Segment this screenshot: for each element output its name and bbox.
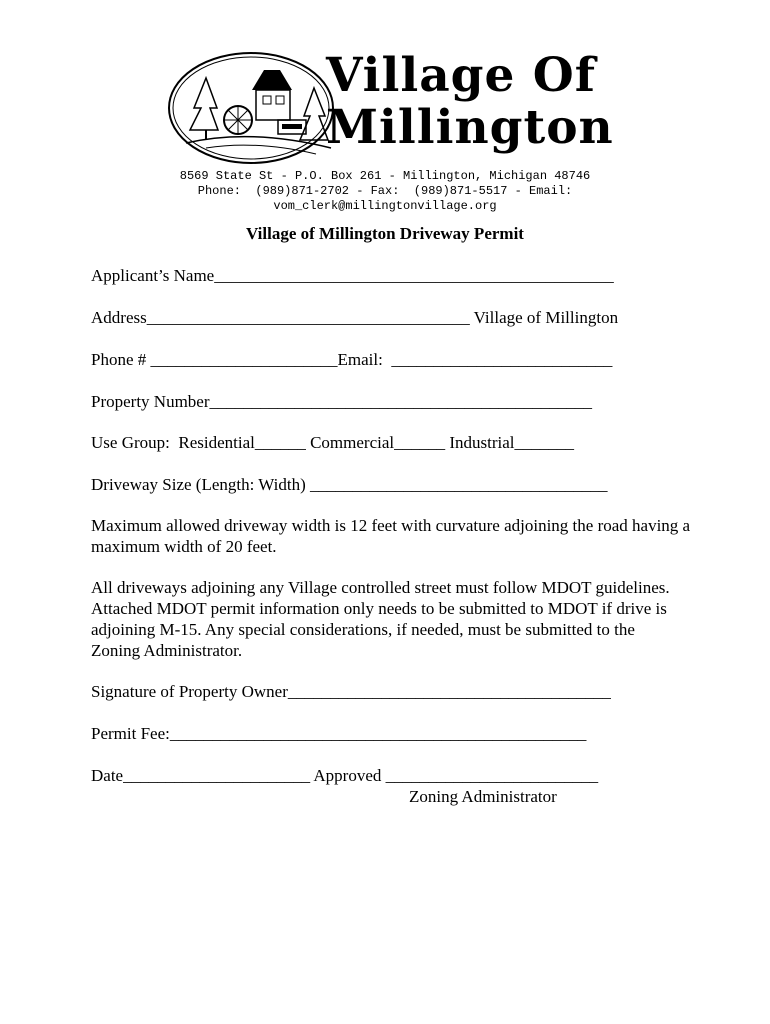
- address-line-3: vom_clerk@millingtonvillage.org: [273, 199, 497, 213]
- village-logo: [166, 48, 614, 168]
- logo-line-1: Village Of: [326, 48, 596, 103]
- logo-title: [326, 48, 614, 155]
- phone-email-field: Phone # ______________________Email: __________________________: [91, 350, 613, 369]
- zoning-administrator-label: Zoning Administrator: [409, 787, 557, 806]
- page-title: Village of Millington Driveway Permit: [246, 224, 524, 243]
- signature-field: Signature of Property Owner______________________________________: [91, 682, 611, 701]
- max-width-paragraph: Maximum allowed driveway width is 12 feet with curvature adjoining the road having a maximum width of 20 feet.: [91, 516, 691, 556]
- address-field: Address______________________________________ Village of Millington: [91, 308, 619, 327]
- applicant-name-field: Applicant’s Name_______________________________________________: [91, 266, 614, 285]
- address-line-1: 8569 State St - P.O. Box 261 - Millington, Michigan 48746: [179, 169, 591, 183]
- permit-fee-field: Permit Fee:_________________________________________________: [91, 724, 587, 743]
- date-approved-field: Date______________________ Approved _________________________: [91, 766, 599, 785]
- logo-line-2: Millington: [326, 100, 614, 155]
- address-line-2: Phone: (989)871-2702 - Fax: (989)871-5517 - Email:: [197, 184, 573, 198]
- driveway-size-field: Driveway Size (Length: Width) ___________________________________: [91, 475, 608, 494]
- property-number-field: Property Number_____________________________________________: [91, 392, 593, 411]
- use-group-field: Use Group: Residential______ Commercial______ Industrial_______: [91, 433, 575, 452]
- mdot-paragraph: All driveways adjoining any Village controlled street must follow MDOT guidelines. Attached MDOT permit information only needs to be submitted to MDOT if drive is adjoining M-15. Any special considerations, if needed, must be submitted to the Zoning Administrator.: [91, 578, 670, 660]
